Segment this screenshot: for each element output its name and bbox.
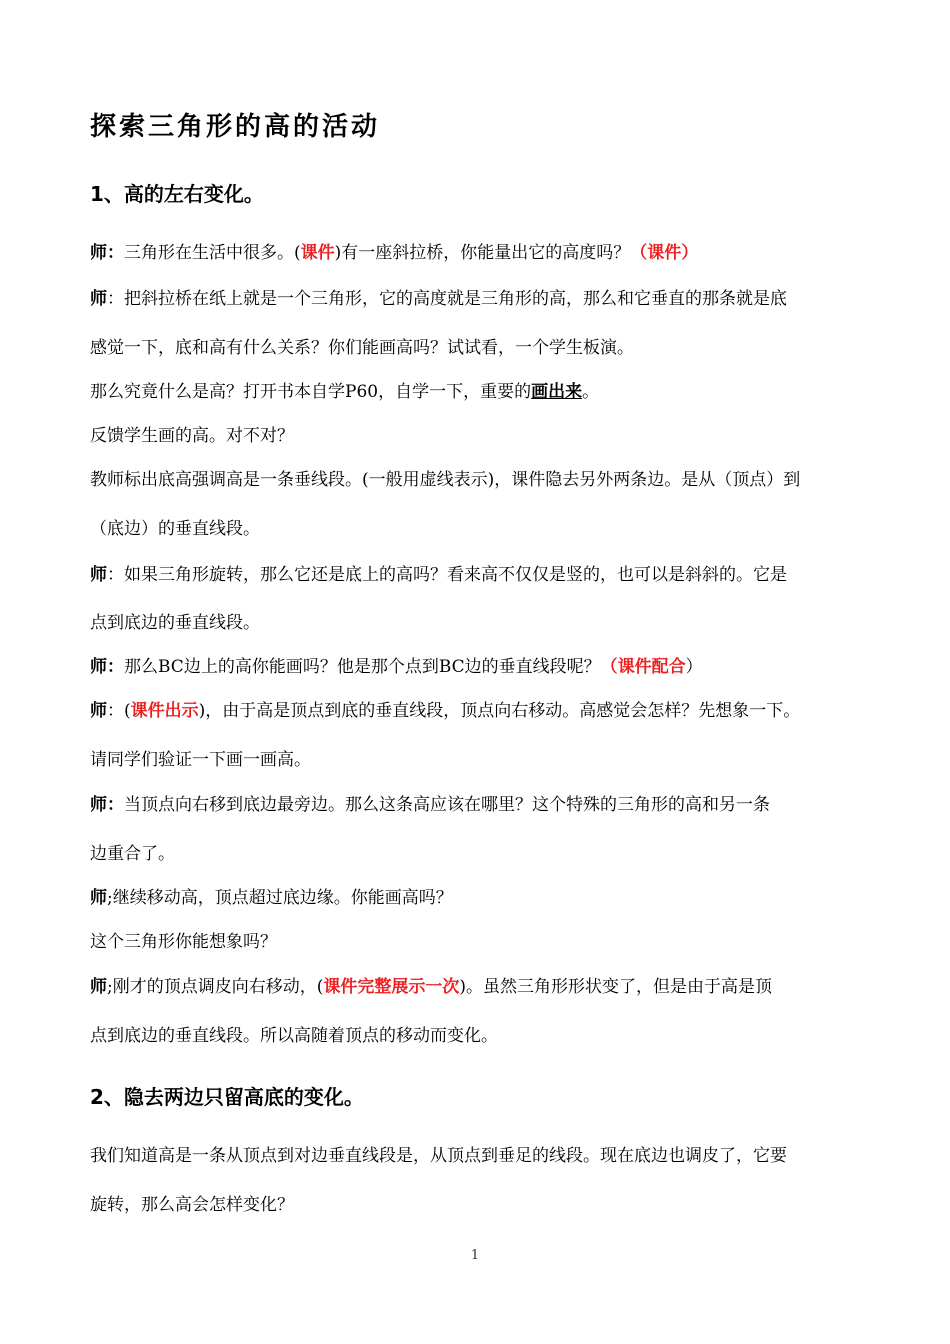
paragraph-line: [90, 563, 870, 587]
text: ;继续移动高，顶点超过底边缘。你能画高吗？: [107, 888, 453, 908]
courseware-note: 课件: [300, 243, 335, 263]
paragraph-line: [90, 975, 870, 999]
courseware-note: 课件出示: [130, 701, 199, 721]
speaker-label: 师: [90, 565, 107, 585]
paragraph-line: 点到底边的垂直线段。: [90, 613, 260, 633]
paragraph: 这个三角形你能想象吗？: [90, 932, 277, 952]
page-number: 1: [470, 1248, 480, 1263]
paragraph-line: 边重合了。: [90, 844, 175, 864]
courseware-note: （课件配合: [600, 657, 686, 677]
text: 三角形在生活中很多。(: [124, 243, 301, 263]
section-1-heading: 1、高的左右变化。: [90, 182, 264, 206]
courseware-note: （课件）: [630, 243, 699, 263]
text: 当顶点向右移到底边最旁边。那么这条高应该在哪里？这个特殊的三角形的高和另一条: [124, 795, 770, 815]
text: )有一座斜拉桥，你能量出它的高度吗？: [334, 243, 631, 263]
speaker-label: 师: [90, 888, 107, 908]
speaker-label: 师：: [90, 795, 124, 815]
paragraph: [90, 380, 870, 404]
text: )，由于高是顶点到底的垂直线段，顶点向右移动。高感觉会怎样？先想象一下。: [198, 701, 801, 721]
text: ：把斜拉桥在纸上就是一个三角形，它的高度就是三角形的高，那么和它垂直的那条就是底: [107, 289, 787, 309]
paragraph-line: 感觉一下，底和高有什么关系？你们能画高吗？试试看，一个学生板演。: [90, 338, 634, 358]
speaker-label: 师：: [90, 243, 124, 263]
speaker-label: 师: [90, 977, 107, 997]
text: ：(: [107, 701, 131, 721]
document-title: 探索三角形的高的活动: [90, 112, 381, 142]
paragraph-line: 旋转，那么高会怎样变化？: [90, 1195, 294, 1215]
text: ）: [685, 657, 703, 677]
paragraph: 反馈学生画的高。对不对？: [90, 426, 294, 446]
text: 那么BC边上的高你能画吗？他是那个点到BC边的垂直线段呢？: [124, 657, 601, 677]
paragraph-line: 请同学们验证一下画一画高。: [90, 750, 311, 770]
text: ;刚才的顶点调皮向右移动，(: [107, 977, 324, 997]
text: )。虽然三角形形状变了，但是由于高是顶: [459, 977, 772, 997]
paragraph-line: [90, 699, 870, 723]
paragraph-line: （底边）的垂直线段。: [90, 519, 260, 539]
paragraph-line: 我们知道高是一条从顶点到对边垂直线段是，从顶点到垂足的线段。现在底边也调皮了，它要: [90, 1146, 787, 1166]
paragraph-line: [90, 793, 870, 817]
section-2-heading: 2、隐去两边只留高底的变化。: [90, 1085, 364, 1109]
paragraph-line: 点到底边的垂直线段。所以高随着顶点的移动而变化。: [90, 1026, 498, 1046]
paragraph-line: 教师标出底高强调高是一条垂线段。(一般用虚线表示)，课件隐去另外两条边。是从（顶点）到: [90, 470, 801, 490]
text: ：如果三角形旋转，那么它还是底上的高吗？看来高不仅仅是竖的，也可以是斜斜的。它是: [107, 565, 787, 585]
paragraph: [90, 241, 870, 265]
underlined-emphasis: 画出来: [531, 382, 583, 402]
speaker-label: 师: [90, 289, 107, 309]
paragraph-line: [90, 287, 870, 311]
speaker-label: 师: [90, 701, 107, 721]
paragraph: [90, 886, 870, 910]
text: 。: [582, 382, 600, 402]
speaker-label: 师：: [90, 657, 124, 677]
courseware-note: 课件完整展示一次: [323, 977, 460, 997]
paragraph: [90, 655, 870, 679]
text: 那么究竟什么是高？打开书本自学P60，自学一下，重要的: [90, 382, 532, 402]
